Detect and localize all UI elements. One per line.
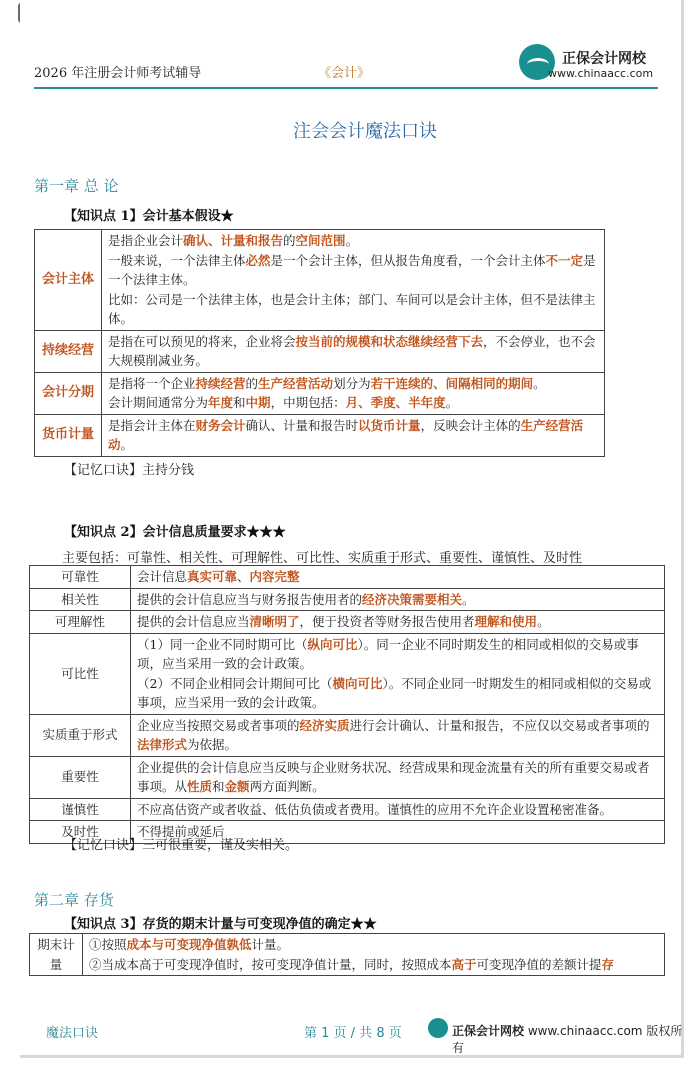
table-row: [30, 566, 665, 589]
text-span: 为依据。: [187, 737, 238, 752]
row-key: 期末计量: [30, 934, 83, 976]
row-key: 持续经营: [35, 330, 102, 372]
chapter-1-heading: 第一章 总 论: [34, 177, 119, 195]
row-key: 相关性: [30, 588, 131, 611]
text-span: 。: [533, 375, 546, 391]
highlight-span: 性质: [187, 779, 213, 794]
highlight-span: 真实可靠: [187, 569, 238, 584]
text-span: 两方面判断。: [249, 779, 325, 794]
footer-url: www.chinaacc.com: [527, 1024, 643, 1038]
row-value: [131, 566, 665, 589]
text-span: 、: [237, 569, 250, 584]
cell-line: [108, 332, 598, 371]
table-row: [30, 714, 665, 756]
highlight-span: 金额: [224, 779, 250, 794]
text-span: 。: [445, 395, 459, 410]
text-span: 不应高估资产或者收益、低估负债或者费用。谨慎性的应用不允许企业设置秘密准备。: [137, 801, 613, 817]
highlight-span: 经济决策需要相关: [362, 591, 463, 607]
highlight-span: 横向可比: [332, 675, 383, 691]
chapter-2-heading: 第二章 存货: [34, 891, 114, 909]
text-span: 。: [462, 591, 475, 607]
text-span: 一般来说，一个法律主体: [108, 252, 246, 268]
cell-line: [108, 416, 598, 455]
text-span: ①按照: [89, 937, 127, 952]
text-span: （2）不同企业相同会计期间可比（: [137, 675, 333, 691]
highlight-span: 确认、计量和报告: [183, 233, 284, 248]
kp2-memo: 【记忆口诀】三可很重要，谨及实相关。: [64, 838, 299, 853]
highlight-span: 存: [601, 956, 615, 972]
cell-line: [137, 758, 658, 797]
row-key: 实质重于形式: [30, 714, 131, 756]
footer-rights: 版权所有: [452, 1024, 683, 1055]
table-row: [30, 798, 665, 821]
text-span: 是指企业会计: [108, 233, 184, 248]
cell-line: [137, 800, 658, 820]
highlight-span: 生产经营活动: [108, 417, 584, 452]
row-key: 及时性: [30, 821, 131, 844]
text-span: 划分为: [333, 375, 371, 391]
cell-line: [89, 955, 658, 975]
text-span: 提供的会计信息应当与财务报告使用者的: [137, 591, 363, 607]
cell-line: [137, 674, 658, 713]
table-row: [30, 756, 665, 798]
text-span: 计量。: [251, 937, 290, 952]
row-key: 可比性: [30, 633, 131, 714]
highlight-span: 高于: [451, 956, 477, 972]
text-span: 不得提前或延后: [137, 824, 225, 839]
highlight-span: 生产经营活动: [258, 375, 334, 391]
highlight-span: 经济实质: [299, 717, 350, 733]
header-divider: [34, 87, 658, 89]
footer-brand-name: 正保会计网校: [452, 1024, 525, 1038]
text-span: 确认、计量和报告时: [245, 417, 359, 433]
row-key: 重要性: [30, 756, 131, 798]
text-span: ，不会停业，也不会大规模削减业务。: [108, 333, 596, 368]
row-value: [131, 588, 665, 611]
row-key: 货币计量: [35, 414, 102, 456]
text-span: ）。不同企业同一时期发生的相同或相似的交易或事项，应当采用一致的会计政策。: [137, 675, 652, 710]
text-span: 会计期间通常分为: [108, 395, 209, 410]
text-span: 是一个法律主体。: [108, 252, 596, 287]
table-row: [30, 633, 665, 714]
table-row: [35, 230, 605, 331]
cell-line: [108, 374, 598, 394]
text-span: 的: [245, 375, 259, 391]
highlight-span: 成本与可变现净值孰低: [126, 937, 252, 952]
highlight-span: 中期: [245, 395, 271, 410]
cell-line: [108, 251, 598, 290]
text-span: 。: [120, 437, 134, 452]
text-span: ②当成本高于可变现净值时，按可变现净值计量，同时，按照成本: [89, 956, 452, 972]
highlight-span: 理解和使用: [474, 614, 538, 629]
kp1-table: [34, 229, 605, 457]
row-value: [102, 230, 605, 331]
text-span: （1）同一企业不同时期可比（: [137, 636, 308, 652]
row-key: 会计主体: [35, 230, 102, 331]
cell-line: [108, 231, 598, 251]
text-span: 是一个会计主体，但从报告角度看，一个会计主体: [270, 252, 546, 268]
footer-page-number: 第 1 页 / 共 8 页: [304, 1026, 402, 1041]
text-span: 比如：公司是一个法律主体，也是会计主体；部门、车间可以是会计主体，但不是法律主体。: [108, 291, 596, 326]
text-span: 会计信息: [137, 569, 188, 584]
text-span: 。: [537, 614, 550, 629]
row-value: [131, 798, 665, 821]
table-row: [35, 372, 605, 414]
row-value: [131, 633, 665, 714]
highlight-span: 持续经营: [195, 375, 246, 391]
kp2-table: [29, 565, 665, 844]
text-span: 提供的会计信息应当: [137, 614, 250, 629]
cell-line: [137, 716, 658, 755]
highlight-span: 法律形式: [137, 737, 188, 752]
footer-brand: [452, 1022, 691, 1056]
row-key: 谨慎性: [30, 798, 131, 821]
brand-url: www.chinaacc.com: [548, 67, 654, 80]
highlight-span: 不一定: [545, 252, 584, 268]
highlight-span: 年度: [208, 395, 234, 410]
text-span: 。: [345, 233, 359, 248]
cell-line: [137, 590, 658, 610]
text-span: 进行会计确认、计量和报告，不应仅以交易或者事项的: [349, 717, 650, 733]
highlight-span: 清晰明了: [249, 614, 300, 629]
text-span: 是指将一个企业: [108, 375, 196, 391]
cell-line: [89, 935, 658, 955]
text-span: 的: [283, 233, 296, 248]
highlight-span: 月、季度、半年度: [345, 395, 446, 410]
text-span: 是指会计主体在: [108, 417, 196, 433]
text-span: 企业提供的会计信息应当反映与企业财务状况、经营成果和现金流量有关的所有重要交易或者事项。从: [137, 759, 650, 794]
table-row: [35, 330, 605, 372]
text-span: 和: [233, 395, 246, 410]
row-value: [131, 714, 665, 756]
row-key: 可靠性: [30, 566, 131, 589]
text-span: 是指在可以预见的将来，企业将会: [108, 333, 296, 349]
text-span: ，反映会计主体的: [420, 417, 521, 433]
brand-name: 正保会计网校: [562, 51, 646, 67]
text-span: 企业应当按照交易或者事项的: [137, 717, 300, 733]
kp3-table: [29, 933, 665, 976]
row-key: 会计分期: [35, 372, 102, 414]
highlight-span: 若干连续的、间隔相同的期间: [370, 375, 534, 391]
kp2-title: 【知识点 2】会计信息质量要求★★★: [64, 525, 286, 540]
highlight-span: 按当前的规模和状态继续经营下去: [295, 333, 484, 349]
kp2-summary: 主要包括：可靠性、相关性、可理解性、可比性、实质重于形式、重要性、谨慎性、及时性: [62, 551, 583, 566]
text-span: ，中期包括：: [270, 395, 346, 410]
highlight-span: 必然: [245, 252, 271, 268]
kp3-title: 【知识点 3】存货的期末计量与可变现净值的确定★★: [64, 917, 377, 932]
row-value: [83, 934, 665, 976]
table-row: [30, 934, 665, 976]
row-value: [102, 414, 605, 456]
row-value: [131, 756, 665, 798]
highlight-span: 以货币计量: [358, 417, 421, 433]
row-value: [131, 611, 665, 634]
row-value: [102, 330, 605, 372]
kp1-title: 【知识点 1】会计基本假设★: [64, 209, 234, 224]
cell-line: [108, 290, 598, 329]
footer-logo-icon: [428, 1018, 448, 1038]
text-span: 可变现净值的差额计提: [476, 956, 602, 972]
table-row: [30, 611, 665, 634]
exam-title: 2026 年注册会计师考试辅导: [34, 66, 202, 81]
highlight-span: 纵向可比: [307, 636, 358, 652]
highlight-span: 财务会计: [195, 417, 246, 433]
cell-line: [137, 612, 658, 632]
highlight-span: 内容完整: [249, 569, 300, 584]
subject-title: 《会计》: [318, 66, 371, 81]
footer-left: 魔法口诀: [46, 1026, 99, 1041]
table-row: [30, 588, 665, 611]
page-title: 注会会计魔法口诀: [293, 121, 437, 142]
row-key: 可理解性: [30, 611, 131, 634]
row-value: [102, 372, 605, 414]
table-row: [35, 414, 605, 456]
text-span: 和: [212, 779, 225, 794]
kp1-memo: 【记忆口诀】主持分钱: [64, 463, 195, 478]
highlight-span: 空间范围: [295, 233, 346, 248]
cell-line: [108, 393, 598, 413]
text-span: ，便于投资者等财务报告使用者: [299, 614, 475, 629]
cell-line: [137, 567, 658, 587]
cell-line: [137, 635, 658, 674]
text-span: ）。同一企业不同时期发生的相同或相似的交易或事项，应当采用一致的会计政策。: [137, 636, 639, 671]
